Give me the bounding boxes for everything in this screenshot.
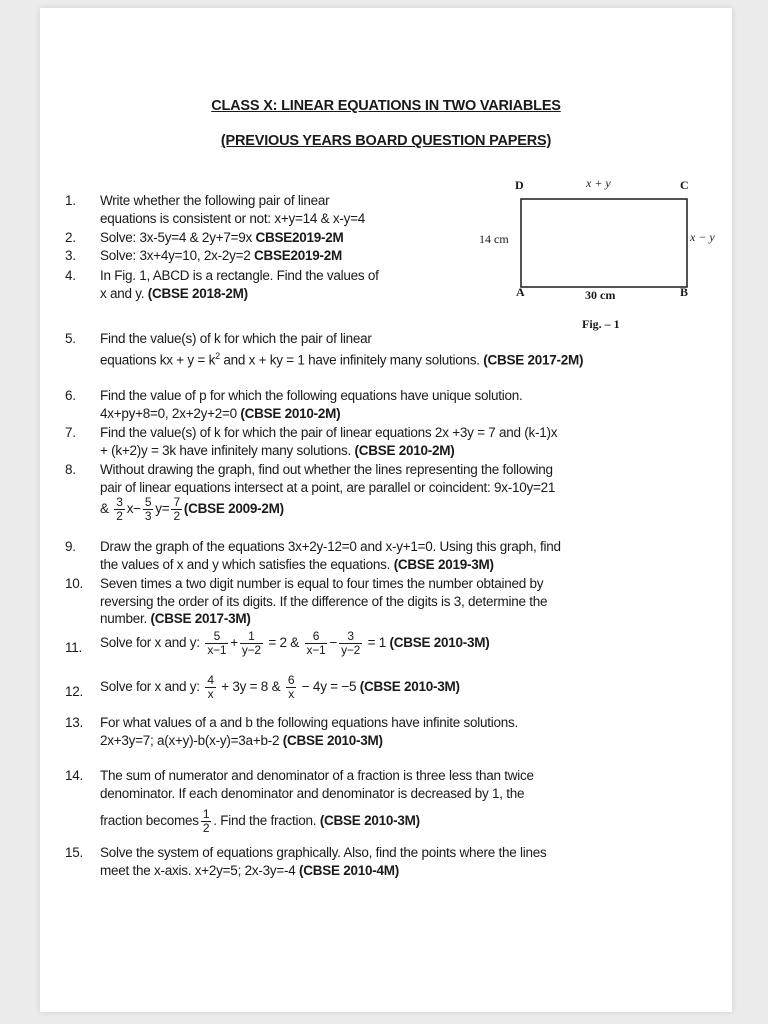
question-15: 15. Solve the system of equations graphically. Also, find the points where the lines meet the x-axis. x+2y=5; 2x-3y=-4 (CBSE 2010-4M): [65, 845, 547, 878]
corner-a-label: A: [516, 285, 525, 299]
left-side-label: 14 cm: [479, 232, 509, 246]
top-side-label: x + y: [586, 176, 611, 190]
right-side-label: x − y: [690, 230, 715, 244]
corner-b-label: B: [680, 285, 689, 299]
question-8: 8. Without drawing the graph, find out whether the lines representing the following pair of linear equations intersect at a point, are parallel or coincident: 9x-10y=21 & $\frac{3}{2}$ x− $\frac{5}{3}$ y= $\frac{7}{2}$ (CBSE 2009-2M): [65, 462, 556, 523]
question-3: 3. Solve: 3x+4y=10, 2x-2y=2 CBSE2019-2M: [65, 248, 343, 263]
question-10: 10. Seven times a two digit number is equal to four times the number obtained by reversing the order of its digits. If the difference of the digits is 3, determine the number. (CBSE 2017-3M): [65, 576, 548, 626]
question-13: 13. For what values of a and b the following equations have infinite solutions. 2x+3y=7; a(x+y)-b(x-y)=3a+b-2 (CBSE 2010-3M): [65, 715, 519, 748]
question-6: 6. Find the value of p for which the following equations have unique solution. 4x+py+8=0, 2x+2y+2=0 (CBSE 2010-2M): [65, 388, 523, 421]
question-4: 4. In Fig. 1, ABCD is a rectangle. Find the values of x and y. (CBSE 2018-2M): [65, 268, 379, 301]
question-7: 7. Find the value(s) of k for which the pair of linear equations 2x +3y = 7 and (k-1)x + (k+2)y = 3k have infinitely many solutions. (CBSE 2010-2M): [65, 425, 558, 458]
question-12: 12. Solve for x and y: $\frac{4}{x}$ + 3y = 8 & $\frac{6}{x}$ − 4y = −5 (CBSE 2010-3M): [65, 673, 460, 701]
question-9: 9. Draw the graph of the equations 3x+2y-12=0 and x-y+1=0. Using this graph, find the values of x and y which satisfies the equations. (CBSE 2019-3M): [65, 539, 561, 572]
question-14: 14. The sum of numerator and denominator of a fraction is three less than twice denominator. If each denominator and denominator is decreased by 1, the fraction becomes $\frac{1}{2}$ . Find the fraction. (CBSE 2010-3M): [65, 768, 534, 835]
corner-d-label: D: [515, 178, 524, 192]
bottom-side-label: 30 cm: [585, 288, 616, 302]
page-subtitle: (PREVIOUS YEARS BOARD QUESTION PAPERS): [220, 133, 552, 149]
corner-c-label: C: [680, 178, 689, 192]
question-2: 2. Solve: 3x-5y=4 & 2y+7=9x CBSE2019-2M: [65, 230, 344, 245]
question-1: 1. Write whether the following pair of linear equations is consistent or not: x+y=14 & x-y=4: [65, 193, 366, 226]
figure-caption: Fig. – 1: [582, 317, 620, 331]
page-title: CLASS X: LINEAR EQUATIONS IN TWO VARIABLES: [211, 98, 561, 114]
question-11: 11. Solve for x and y: $\frac{5}{x-1}$ + $\frac{1}{y-2}$ = 2 & $\frac{6}{x-1}$ − $\frac{3}{y-2}$ = 1 (CBSE 2010-3M): [65, 629, 490, 657]
question-5: 5. Find the value(s) of k for which the pair of linear equations kx + $y = k^2$ and x + ky = 1 have infinitely many solutions. (CBSE 2017-2M): [65, 331, 584, 367]
worksheet-page: [40, 8, 732, 1012]
